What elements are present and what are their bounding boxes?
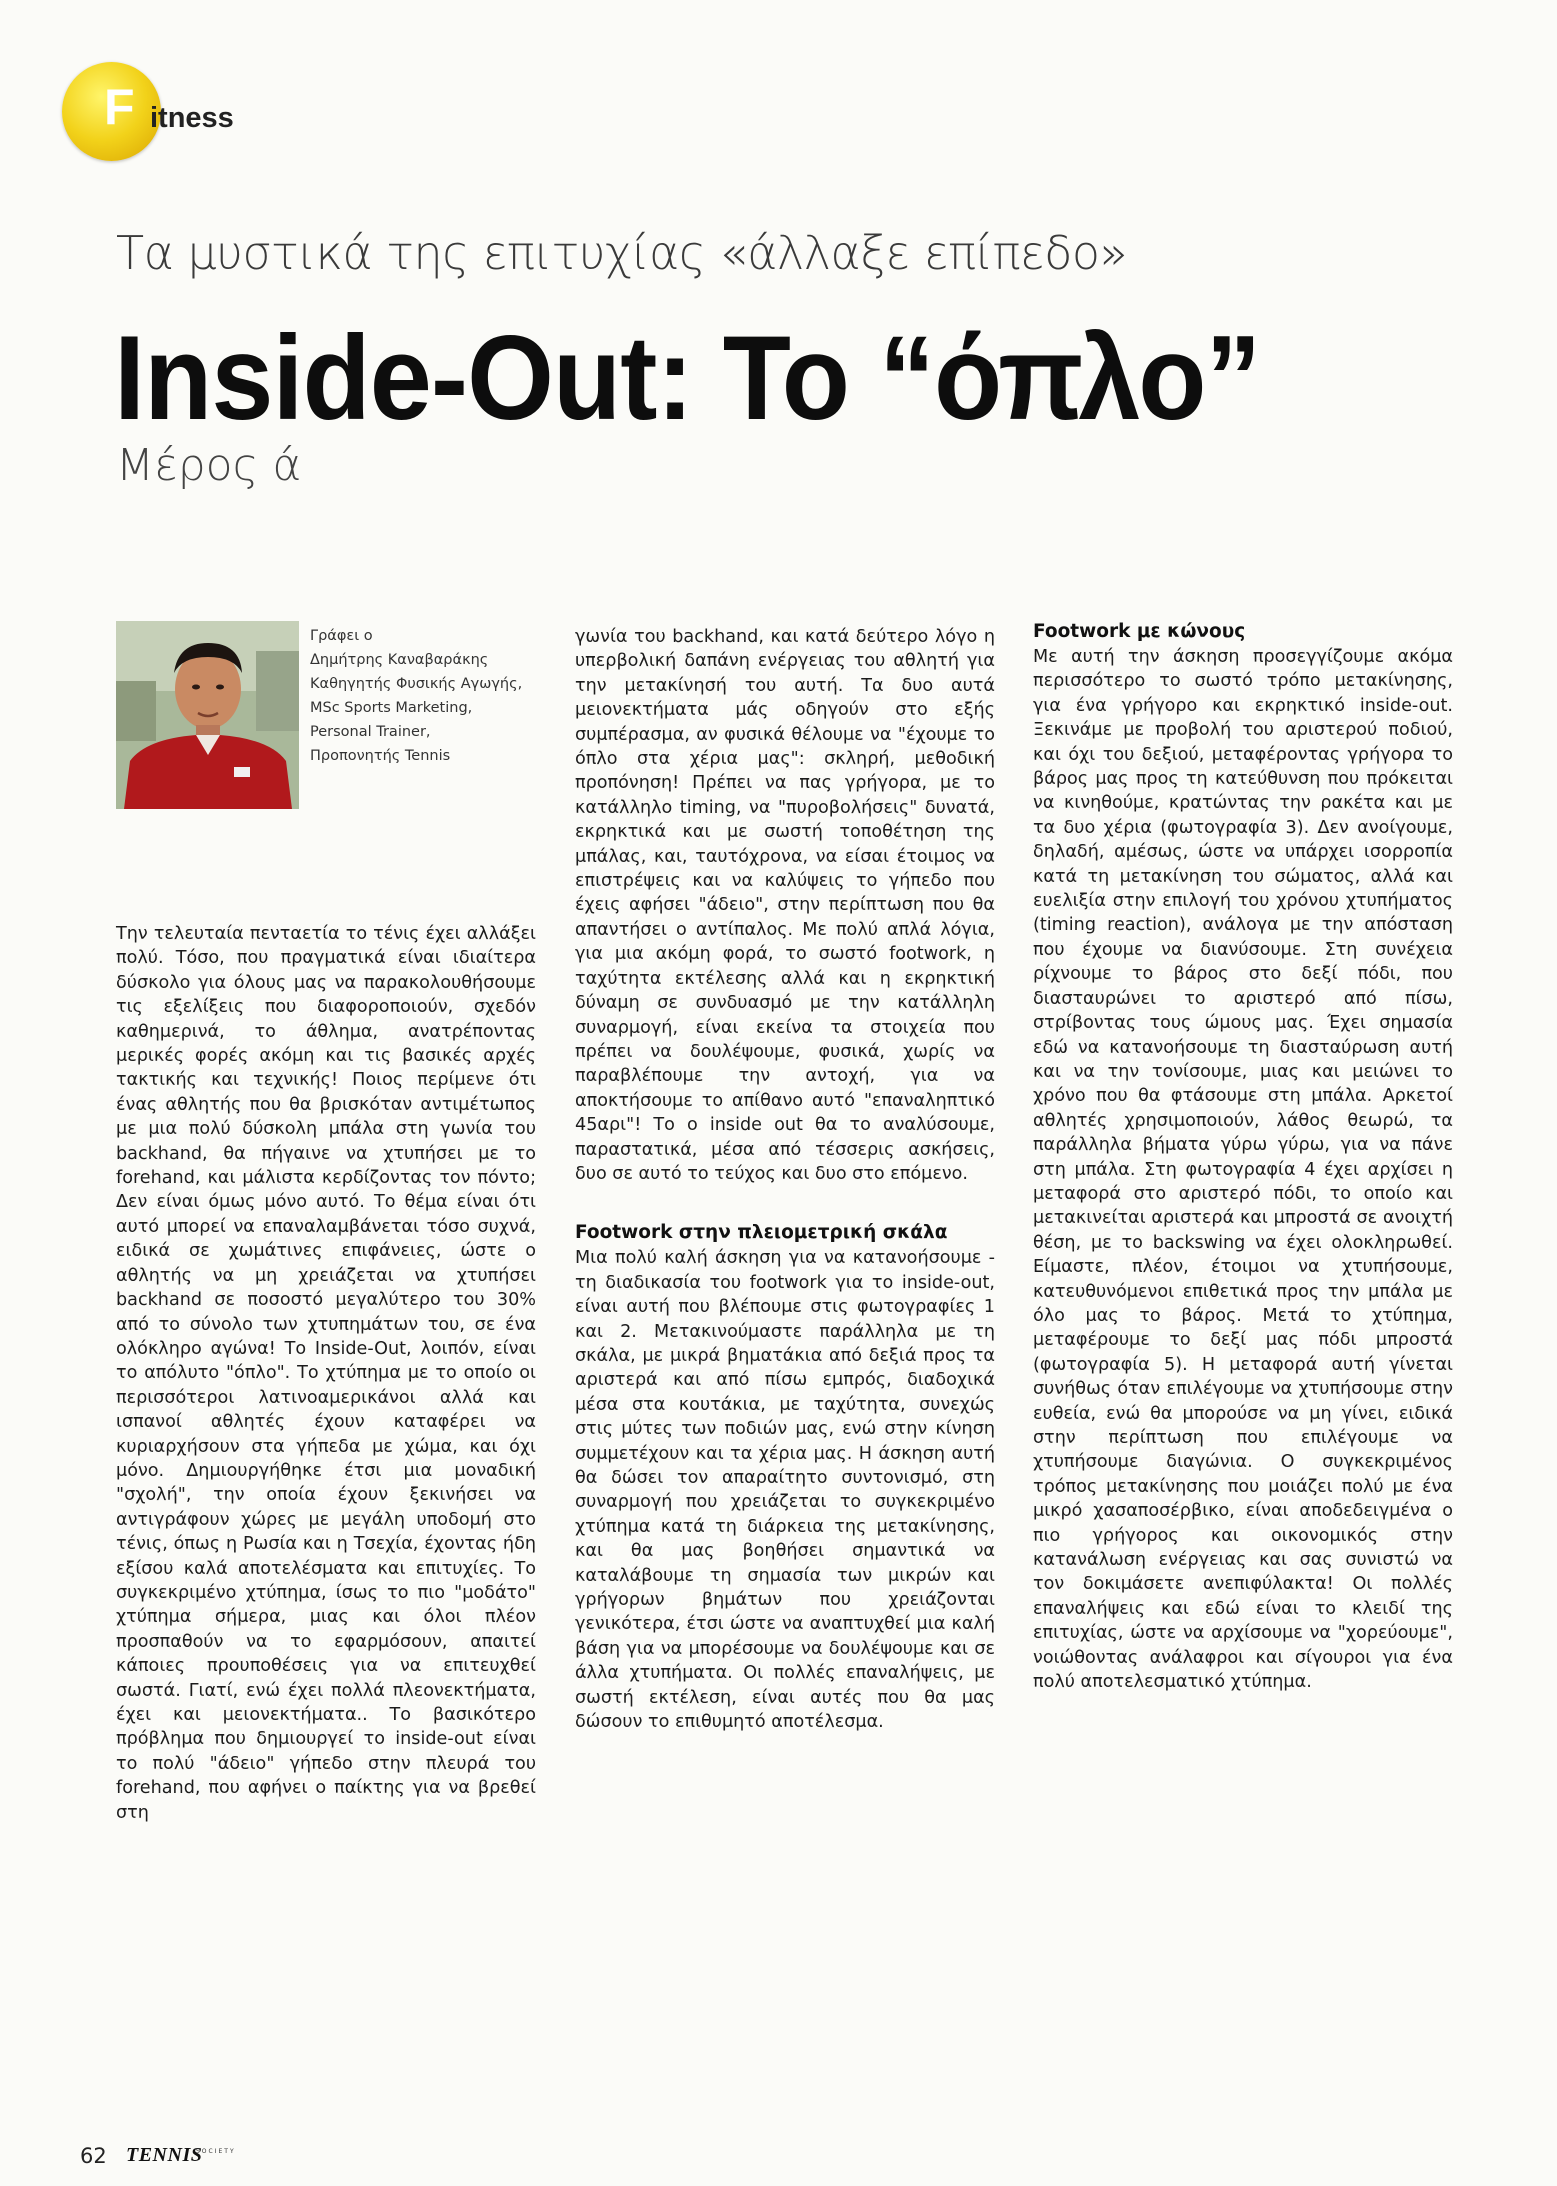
author-portrait-icon xyxy=(116,621,299,809)
column-3-body: Με αυτή την άσκηση προσεγγίζουμε ακόμα περισσότερο το σωστό τρόπο μετακίνησης, για ένα γρήγορο και εκρηκτικό inside-out. Ξεκινάμε με προβολή του αριστερού ποδιού, και όχι του δεξιού, μεταφέροντας γρήγορα το βάρος μας προς τη κατεύθυνση που πρόκειται να κινηθούμε, κρατώντας την ρακέτα και με τα δυο χέρια (φωτογραφία 3). Δεν ανοίγουμε, δηλαδή, αμέσως, ώστε να υπάρχει ισορροπία κατά τη μετακίνηση του σώματος, αλλά και ευελιξία στην επιλογή του χρόνου χτυπήματος (timing reaction), ανάλογα με την απόσταση που έχουμε να διανύσουμε. Στη συνέχεια ρίχνουμε το βάρος στο δεξί πόδι, που διασταυρώνει το αριστερό από πίσω, στρίβοντας τους ώμους μας. Έχει σημασία εδώ να κατανοήσουμε τη διασταύρωση αυτή και να την τονίσουμε, μιας και μειώνει το χρόνο που θα φτάσουμε στη μπάλα. Αρκετοί αθλητές χρησιμοποιούν, λάθος θεωρώ, τα παράλληλα βήματα γύρω γύρω, για να πάνε στη μπάλα. Στη φωτογραφία 4 έχει αρχίσει η μεταφορά στο αριστερό πόδι, το οποίο και μετακινείται αριστερά και μπροστά σε ανοιχτή θέση, με το backswing να έχει ολοκληρωθεί. Είμαστε, πλέον, έτοιμοι να χτυπήσουμε, κατευθυνόμενοι επιθετικά προς την μπάλα με όλο μας το βάρος. Μετά το χτύπημα, μεταφέρουμε το δεξί μας πόδι μπροστά (φωτογραφία 5). Η μεταφορά αυτή γίνεται συνήθως όταν επιλέγουμε να χτυπήσουμε στην ευθεία, ενώ θα μπορούσε να μη γίνει, ειδικά στην περίπτωση που επιλέγουμε να χτυπήσουμε διαγώνια. Ο συγκεκριμένος τρόπος μετακίνησης που μοιάζει πολύ με ένα μικρό χασαποσέρβικο, είναι αποδεδειγμένα ο πιο γρήγορος και οικονομικός στην κατανάλωση ενέργειας και σας συνιστώ να τον δοκιμάσετε ανεπιφύλακτα! Οι πολλές επαναλήψεις και εδώ είναι το κλειδί της επιτυχίας, ώστε να αρχίσουμε να "χορεύουμε", νοιώθοντας ανάλαφροι και σίγουροι για ένα πολύ αποτελεσματικό χτύπημα. xyxy=(1033,647,1453,1693)
byline-line: Προπονητής Tennis xyxy=(310,748,451,764)
byline-line: Δημήτρης Καναβαράκης xyxy=(310,652,489,668)
section-label: itness xyxy=(150,102,234,134)
section-badge-letter: F xyxy=(104,79,135,135)
column-2-heading: Footwork στην πλειομετρική σκάλα xyxy=(575,1222,948,1244)
column-2-body: Μια πολύ καλή άσκηση για να κατανοήσουμε - τη διαδικασία του footwork για το inside-out, είναι αυτή που βλέπουμε στις φωτογραφίες 1 και 2. Μετακινούμαστε παράλληλα με τη σκάλα, με μικρά βηματάκια από δεξιά προς τα αριστερά και από πίσω εμπρός, διαδοχικά μέσα στα κουτάκια, με ταχύτητα, συνεχώς στις μύτες των ποδιών μας, ενώ στην κίνηση συμμετέχουν και τα χέρια μας. Η άσκηση αυτή θα δώσει τον απαραίτητο συντονισμό, στη συναρμογή που χρειάζεται το συγκεκριμένο χτύπημα κατά τη διάρκεια της μετακίνησης, και θα μας βοηθήσει σημαντικά να καταλάβουμε τη σημασία των μικρών και γρήγορων βημάτων που χρειάζονται γενικότερα, έτσι ώστε να αναπτυχθεί μια καλή βάση για να μπορέσουμε να δουλέψουμε και σε άλλα χτυπήματα. Οι πολλές επαναλήψεις, με σωστή εκτέλεση, είναι αυτές που θα μας δώσουν το επιθυμητό αποτέλεσμα. xyxy=(575,1248,995,1733)
column-2-intro: γωνία του backhand, και κατά δεύτερο λόγο η υπερβολική δαπάνη ενέργειας του αθλητή για την μετακίνησή του αυτή. Τα δυο αυτά μειονεκτήματα μάς οδηγούν στο εξής συμπέρασμα, αν φυσικά θέλουμε να "έχουμε το όπλο στα χέρια μας": σκληρή, μεθοδική προπόνηση! Πρέπει να πας γρήγορα, με το κατάλληλο timing, να "πυροβολήσεις" δυνατά, εκρηκτικά και με σωστή τοποθέτηση της μπάλας, και, ταυτόχρονα, να είσαι έτοιμος να επιστρέψεις και να καλύψεις το γήπεδο που έχεις αφήσει "άδειο", στην περίπτωση που θα απαντήσει ο αντίπαλος. Με πολύ απλά λόγια, για μια ακόμη φορά, το σωστό footwork, η ταχύτητα εκτέλεσης αλλά και η εκρηκτική δύναμη σε συνδυασμό με την κατάλληλη συναρμογή, είναι εκείνα τα στοιχεία που πρέπει να δουλέψουμε, φυσικά, χωρίς να παραβλέπουμε την αντοχή, για να αποκτήσουμε το απίθανο αυτό "επαναληπτικό 45αρι"! Το ο inside out θα το αναλύσουμε, παραστατικά, μέσα από τέσσερις ασκήσεις, δυο σε αυτό το τεύχος και δυο στο επόμενο. xyxy=(575,627,995,1184)
byline-line: Personal Trainer, xyxy=(310,724,431,740)
article-kicker: Τα μυστικά της επιτυχίας «άλλαξε επίπεδο» xyxy=(116,226,1128,280)
byline-line: Γράφει ο xyxy=(310,628,373,644)
article-column-1 xyxy=(116,922,536,1825)
article-column-3 xyxy=(1033,619,1453,1694)
author-byline xyxy=(310,624,550,768)
author-photo xyxy=(116,621,299,809)
byline-line: MSc Sports Marketing, xyxy=(310,700,473,716)
column-3-heading: Footwork με κώνους xyxy=(1033,621,1246,642)
magazine-logo: TENNIS xyxy=(126,2144,203,2166)
column-1-text: Την τελευταία πενταετία το τένις έχει αλλάξει πολύ. Τόσο, που πραγματικά είναι ιδιαίτερα δύσκολο για όλους μας να παρακολουθήσουμε τις εξελίξεις που διαφοροποιούν, σχεδόν καθημερινά, το άθλημα, ανατρέποντας μερικές φορές ακόμη και τις βασικές αρχές τακτικής και τεχνικής! Ποιος περίμενε ότι ένας αθλητής που θα βρισκόταν αντιμέτωπος με μια πολύ δύσκολη μπάλα στη γωνία του backhand, θα πήγαινε να χτυπήσει με το forehand, και μάλιστα κερδίζοντας τον πόντο; Δεν είναι όμως μόνο αυτό. Το θέμα είναι ότι αυτό μπορεί να επαναλαμβάνεται τόσο συχνά, ειδικά σε χωμάτινες επιφάνειες, ώστε ο αθλητής να μη χρειάζεται να χτυπήσει backhand σε ποσοστό μεγαλύτερο του 30% από το σύνολο των χτυπημάτων του, σε ένα ολόκληρο αγώνα! Το Inside-Out, λοιπόν, είναι το απόλυτο "όπλο". Το χτύπημα με το οποίο οι περισσότεροι λατινοαμερικάνοι αλλά και ισπανοί αθλητές έχουν καταφέρει να κυριαρχήσουν στα γήπεδα με χώμα, και όχι μόνο. Δημιουργήθηκε έτσι μια μοναδική "σχολή", την οποία έχουν ξεκινήσει να αντιγράφουν χώρες με μεγάλη υποδομή στο τένις, όπως η Ρωσία και η Τσεχία, έχοντας ήδη εξίσου καλά αποτελέσματα και επιτυχίες. Το συγκεκριμένο χτύπημα, ίσως το πιο "μοδάτο" χτύπημα σήμερα, μιας και όλοι πλέον προσπαθούν να το εφαρμόσουν, απαιτεί κάποιες προυποθέσεις για να επιτευχθεί σωστά. Γιατί, ενώ έχει πολλά πλεονεκτήματα, έχει και μειονεκτήματα.. Το βασικότερο πρόβλημα που δημιουργεί το inside-out είναι το πολύ "άδειο" γήπεδο στην πλευρά του forehand, που αφήνει ο παίκτης για να βρεθεί στη xyxy=(116,924,536,1823)
article-column-2 xyxy=(575,625,995,1734)
byline-line: Καθηγητής Φυσικής Αγωγής, xyxy=(310,676,523,692)
magazine-logo-sub: SOCIETY xyxy=(196,2148,236,2155)
article-part: Μέρος ά xyxy=(116,440,302,491)
article-title: Inside-Out: To “όπλο” xyxy=(114,311,1261,445)
page-number: 62 xyxy=(80,2144,107,2168)
